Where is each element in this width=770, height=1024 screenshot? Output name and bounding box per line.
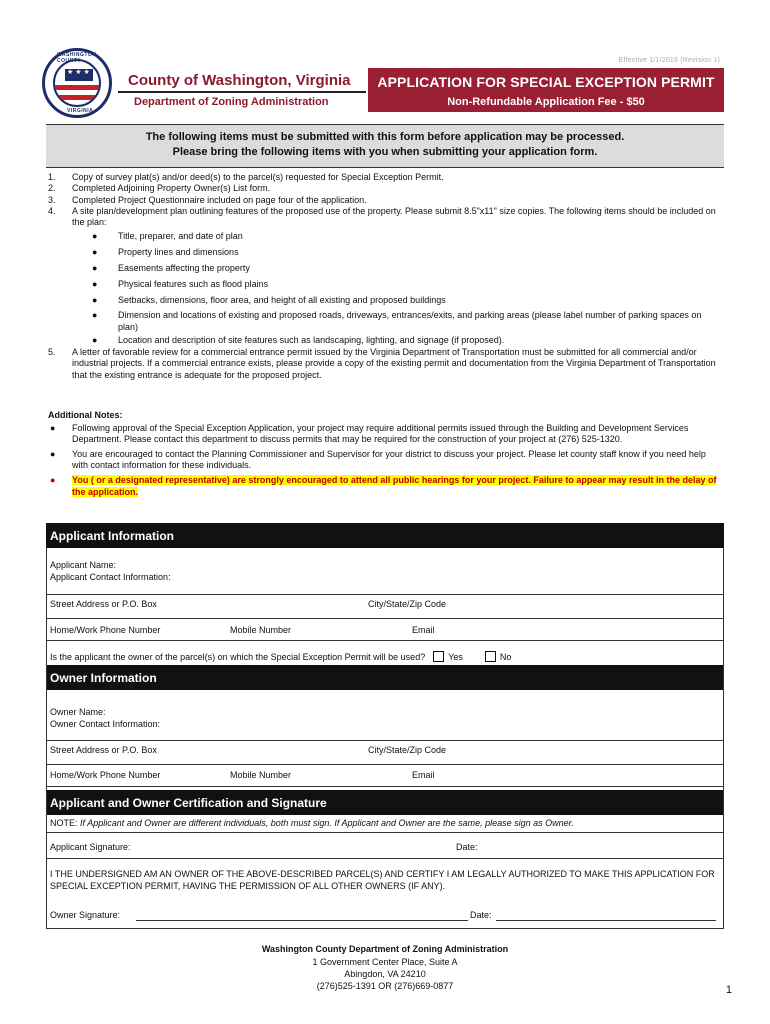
applicant-mobile-label: Mobile Number [230,625,292,635]
additional-notes [48,410,718,501]
list-item: 3. Completed Project Questionnaire included on page four of the application. [48,194,367,205]
applicant-phone-label: Home/Work Phone Number [50,625,161,635]
note-item: ● You are encouraged to contact the Planning Commissioner and Supervisor for your district to discuss your project. Please let county staff know if you need help with contact information for these individuals. [50,448,706,471]
seal-star-field [65,69,93,81]
footer-address-2: Abingdon, VA 24210 [344,969,426,979]
owner-name-field[interactable] [46,704,724,740]
applicant-city-label: City/State/Zip Code [368,599,447,609]
field-rule [46,618,724,619]
plan-bullet: ● Property lines and dimensions [92,247,239,258]
applicant-street-label: Street Address or P.O. Box [50,599,157,609]
list-item: 4. A site plan/development plan outlining features of the proposed use of the property. Please submit 8.5"x11" size copies. The following items should be included on the plan: [48,205,716,228]
owner-date-line [496,920,716,921]
note-item: ● Following approval of the Special Exception Application, your project may require additional permits issued through the Building and Development Services Department. Please contact this department to discuss permits that may be required for the construction of your project at (276) 525-1320. [50,422,689,445]
certification-note: NOTE: If Applicant and Owner are different individuals, both must sign. If Applicant and Owner are the same, please sign as Owner. [50,818,574,828]
seal-emblem [53,59,101,107]
form-border-right [723,548,724,928]
field-rule [46,832,724,833]
department-name: Department of Zoning Administration [134,96,329,108]
header-rule [118,91,366,93]
applicant-phone-field[interactable] [46,620,724,640]
applicant-signature-label: Applicant Signature: [50,842,131,852]
owner-date-field[interactable] [496,904,716,920]
form-border-left [46,548,47,928]
list-item: 5. A letter of favorable review for a commercial entrance permit issued by the Virginia Department of Transportation must be submitted for all commercial and/or industrial projects. If a commercial entrance exists, please provide a copy of the existing permit and documentation from the Virginia Department of Transportation that the existing entrance is adequate for the proposed project. [48,346,716,380]
field-rule [46,764,724,765]
owner-name-label: Owner Name: [50,707,106,717]
applicant-date-label: Date: [456,842,478,852]
applicant-name-label: Applicant Name: [50,560,117,570]
footer-org: Washington County Department of Zoning Administration [261,944,509,954]
plan-bullet: ● Location and description of site features such as landscaping, lighting, and signage (if proposed). [92,335,505,346]
applicant-date-field[interactable] [484,836,714,854]
applicant-email-label: Email [412,625,435,635]
field-rule [46,928,724,929]
requirements-heading-1: The following items must be submitted with this form before application may be processed. [145,131,625,143]
list-item: 2. Completed Adjoining Property Owner(s) List form. [48,183,271,194]
field-rule [46,594,724,595]
field-rule [46,786,724,787]
application-fee: Non-Refundable Application Fee - $50 [447,96,645,108]
form-title: APPLICATION FOR SPECIAL EXCEPTION PERMIT [377,74,715,90]
no-checkbox[interactable] [485,651,496,662]
seal-text-top: WASHINGTON COUNTY [57,52,97,64]
owner-certification-statement: I THE UNDERSIGNED AM AN OWNER OF THE ABOVE-DESCRIBED PARCEL(S) AND CERTIFY I AM LEGALLY AUTHORIZED TO MAKE THIS APPLICATION FOR SPECIAL EXCEPTION PERMIT, HAVING THE PERMISSION OF ALL OTHER OWNERS (IF ANY). [50,869,715,891]
page-number: 1 [725,984,732,996]
county-seal-logo [42,48,112,118]
plan-bullet: ● Title, preparer, and date of plan [92,231,243,242]
owner-phone-field[interactable] [46,766,724,786]
applicant-contact-label: Applicant Contact Information: [50,572,171,582]
applicant-name-field[interactable] [46,568,724,596]
owner-city-label: City/State/Zip Code [368,745,447,755]
owner-street-field[interactable] [46,742,724,764]
owner-street-label: Street Address or P.O. Box [50,745,157,755]
owner-question: Is the applicant the owner of the parcel(s) on which the Special Exception Permit will be used? Yes No [50,652,512,662]
form-title-banner [368,68,724,112]
notes-heading: Additional Notes: [48,410,123,420]
owner-email-label: Email [412,770,435,780]
owner-date-label: Date: [470,910,492,920]
plan-bullet: ● Setbacks, dimensions, floor area, and height of all existing and proposed buildings [92,295,446,306]
footer-phone: (276)525-1391 OR (276)669-0877 [316,981,454,991]
note-item-highlighted: ● You ( or a designated representative) are strongly encouraged to attend all public hearings for your project. Failure to appear may result in the delay of the application. [50,474,717,497]
yes-checkbox[interactable] [433,651,444,662]
owner-signature-line [136,920,468,921]
applicant-signature-field[interactable] [136,836,436,854]
applicant-section-header: Applicant Information [46,523,724,548]
requirements-banner [46,124,724,168]
plan-bullet: ● Dimension and locations of existing and proposed roads, driveways, entrances/exits, and parking areas (please label number of parking spaces on plan) [92,310,702,332]
requirements-list [48,172,718,381]
footer-address-1: 1 Government Center Place, Suite A [312,957,458,967]
list-item: 1. Copy of survey plat(s) and/or deed(s) to the parcel(s) requested for Special Exception Permit. [48,172,444,182]
seal-text-bottom: VIRGINIA [67,108,94,114]
plan-bullet: ● Easements affecting the property [92,263,250,274]
owner-mobile-label: Mobile Number [230,770,292,780]
owner-section-header: Owner Information [46,665,724,690]
certification-section-header: Applicant and Owner Certification and Signature [46,790,724,815]
plan-bullet: ● Physical features such as flood plains [92,279,269,290]
seal-stripe [55,95,99,100]
county-name: County of Washington, Virginia [128,72,351,89]
effective-date: Effective 1/1/2016 (Revision 1) [618,57,720,64]
seal-stripe [55,85,99,90]
field-rule [46,858,724,859]
applicant-street-field[interactable] [46,596,724,618]
owner-signature-field[interactable] [136,904,468,920]
owner-contact-label: Owner Contact Information: [50,719,161,729]
owner-signature-label: Owner Signature: [50,910,121,920]
owner-phone-label: Home/Work Phone Number [50,770,161,780]
requirements-heading-2: Please bring the following items with you when submitting your application form. [172,146,598,158]
field-rule [46,640,724,641]
field-rule [46,740,724,741]
